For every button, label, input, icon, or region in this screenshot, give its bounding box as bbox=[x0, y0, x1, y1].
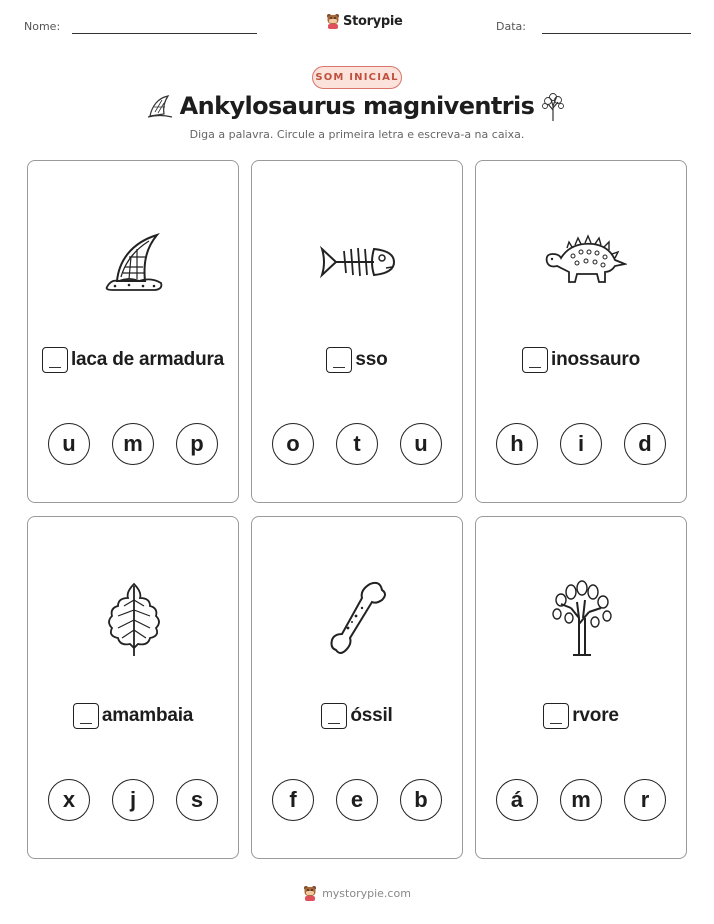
word-card bbox=[251, 160, 463, 503]
name-label: Nome: bbox=[24, 20, 61, 33]
letter-option[interactable]: s bbox=[176, 779, 218, 821]
date-label: Data: bbox=[496, 20, 526, 33]
letter-option[interactable]: o bbox=[272, 423, 314, 465]
word-ending: inossauro bbox=[551, 349, 640, 370]
letter-option[interactable]: b bbox=[400, 779, 442, 821]
tree-icon bbox=[549, 578, 615, 658]
answer-box[interactable] bbox=[326, 347, 352, 373]
letter-option[interactable]: m bbox=[112, 423, 154, 465]
letter-option[interactable]: j bbox=[112, 779, 154, 821]
storypie-mascot-icon bbox=[326, 13, 340, 29]
word-card bbox=[27, 516, 239, 859]
word-row bbox=[28, 347, 238, 373]
topic-badge: SOM INICIAL bbox=[312, 66, 402, 89]
word-ending: óssil bbox=[350, 705, 393, 726]
word-row bbox=[252, 703, 462, 729]
letter-option[interactable]: t bbox=[336, 423, 378, 465]
footer bbox=[0, 885, 714, 901]
word-row bbox=[28, 703, 238, 729]
footer-url[interactable]: mystorypie.com bbox=[322, 886, 411, 900]
letter-option[interactable]: h bbox=[496, 423, 538, 465]
ankylosaurus-icon bbox=[537, 232, 627, 292]
word-row bbox=[252, 347, 462, 373]
word-row bbox=[476, 347, 686, 373]
answer-box[interactable] bbox=[73, 703, 99, 729]
answer-box[interactable] bbox=[522, 347, 548, 373]
bone-icon bbox=[326, 578, 390, 658]
word-row bbox=[476, 703, 686, 729]
name-line[interactable] bbox=[72, 33, 257, 34]
word-ending: amambaia bbox=[101, 705, 194, 726]
word-ending: laca de armadura bbox=[70, 349, 225, 370]
letter-option[interactable]: e bbox=[336, 779, 378, 821]
letter-option[interactable]: á bbox=[496, 779, 538, 821]
word-ending: sso bbox=[355, 349, 388, 370]
storypie-mascot-icon bbox=[303, 885, 317, 901]
letter-option[interactable]: u bbox=[48, 423, 90, 465]
letter-option[interactable]: p bbox=[176, 423, 218, 465]
fern-leaf-icon bbox=[104, 578, 164, 658]
letter-option[interactable]: f bbox=[272, 779, 314, 821]
answer-box[interactable] bbox=[42, 347, 68, 373]
tree-icon bbox=[540, 92, 566, 122]
letter-option[interactable]: d bbox=[624, 423, 666, 465]
word-card bbox=[251, 516, 463, 859]
word-card bbox=[475, 516, 687, 859]
fish-bone-icon bbox=[318, 237, 398, 287]
date-line[interactable] bbox=[542, 33, 691, 34]
brand-logo bbox=[326, 13, 403, 29]
worksheet-title: Ankylosaurus magniventris bbox=[179, 92, 535, 120]
brand-name: Storypie bbox=[343, 13, 403, 29]
word-card bbox=[27, 160, 239, 503]
worksheet-instructions: Diga a palavra. Circule a primeira letra e escreva-a na caixa. bbox=[189, 128, 525, 141]
letter-option[interactable]: r bbox=[624, 779, 666, 821]
word-card bbox=[475, 160, 687, 503]
word-ending: rvore bbox=[572, 705, 619, 726]
answer-box[interactable] bbox=[543, 703, 569, 729]
answer-box[interactable] bbox=[321, 703, 347, 729]
letter-option[interactable]: x bbox=[48, 779, 90, 821]
letter-option[interactable]: m bbox=[560, 779, 602, 821]
letter-option[interactable]: u bbox=[400, 423, 442, 465]
letter-option[interactable]: i bbox=[560, 423, 602, 465]
armor-plate-icon bbox=[99, 227, 169, 297]
